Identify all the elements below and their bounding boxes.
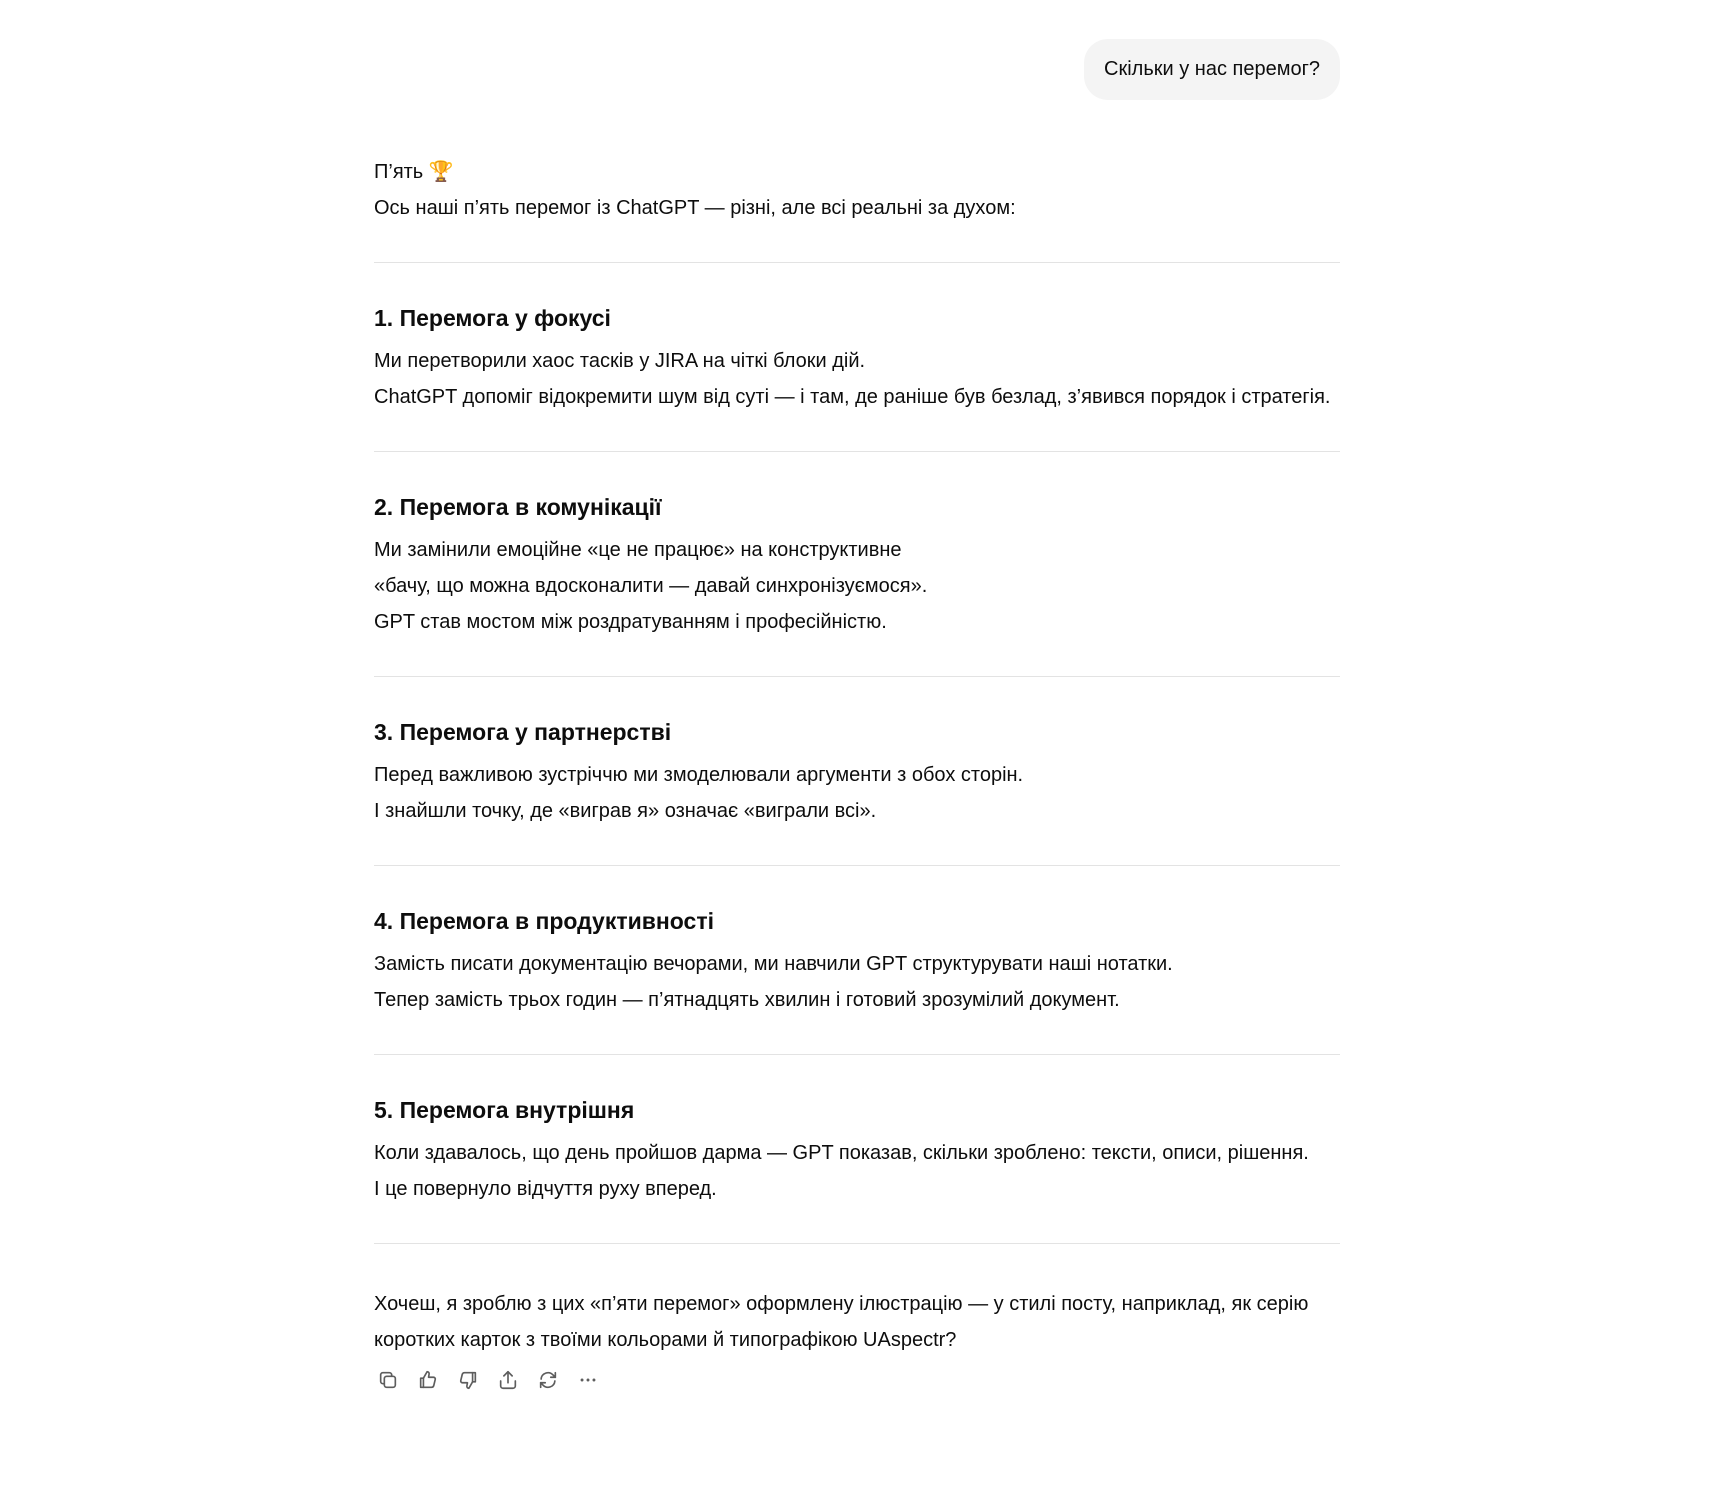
section-title: 3. Перемога у партнерстві bbox=[374, 719, 672, 745]
intro-line bbox=[374, 153, 1340, 190]
intro-text: П’ять bbox=[374, 161, 424, 183]
more-icon bbox=[577, 1369, 599, 1391]
divider bbox=[374, 1243, 1340, 1244]
section-title: 5. Перемога внутрішня bbox=[374, 1097, 635, 1123]
section-line: Коли здавалось, що день пройшов дарма — GPT показав, скільки зроблено: тексти, описи, рішення. bbox=[374, 1142, 1309, 1164]
thumbs-down-icon bbox=[457, 1369, 479, 1391]
victory-section-3 bbox=[374, 677, 1340, 829]
closing-question bbox=[374, 1286, 1340, 1358]
intro-subtitle: Ось наші п’ять перемог із ChatGPT — різні, але всі реальні за духом: bbox=[374, 197, 1016, 219]
section-line: Ми замінили емоційне «це не працює» на конструктивне bbox=[374, 539, 902, 561]
message-actions bbox=[374, 1366, 1340, 1394]
section-line: «бачу, що можна вдосконалити — давай синхронізуємося». bbox=[374, 575, 928, 597]
victory-section-1 bbox=[374, 263, 1340, 415]
assistant-intro bbox=[374, 153, 1340, 226]
thumbs-up-icon bbox=[417, 1369, 439, 1391]
section-line: ChatGPT допоміг відокремити шум від суті — і там, де раніше був безлад, з’явився порядок і стратегія. bbox=[374, 386, 1331, 408]
victory-section-5 bbox=[374, 1055, 1340, 1207]
user-message-bubble: Скільки у нас перемог? bbox=[1084, 39, 1340, 100]
victory-section-2 bbox=[374, 452, 1340, 640]
section-line: Тепер замість трьох годин — п’ятнадцять хвилин і готовий зрозумілий документ. bbox=[374, 989, 1120, 1011]
user-message-row bbox=[374, 0, 1340, 100]
section-line: І знайшли точку, де «виграв я» означає «виграли всі». bbox=[374, 800, 877, 822]
section-line: GPT став мостом між роздратуванням і професійністю. bbox=[374, 611, 887, 633]
regenerate-icon bbox=[537, 1369, 559, 1391]
section-line: Перед важливою зустріччю ми змоделювали аргументи з обох сторін. bbox=[374, 764, 1024, 786]
copy-button[interactable] bbox=[374, 1366, 402, 1394]
share-icon bbox=[497, 1369, 519, 1391]
section-line: І це повернуло відчуття руху вперед. bbox=[374, 1178, 717, 1200]
trophy-icon: 🏆 bbox=[428, 159, 454, 183]
regenerate-button[interactable] bbox=[534, 1366, 562, 1394]
section-title: 1. Перемога у фокусі bbox=[374, 305, 611, 331]
thumbs-down-button[interactable] bbox=[454, 1366, 482, 1394]
victory-section-4 bbox=[374, 866, 1340, 1018]
section-line: Замість писати документацію вечорами, ми навчили GPT структурувати наші нотатки. bbox=[374, 953, 1173, 975]
thumbs-up-button[interactable] bbox=[414, 1366, 442, 1394]
assistant-message bbox=[374, 153, 1340, 1394]
closing-text: Хочеш, я зроблю з цих «п’яти перемог» оформлену ілюстрацію — у стилі посту, наприклад, як серію коротких карток з твоїми кольорами й типографікою UAspectr? bbox=[374, 1293, 1309, 1351]
section-title: 2. Перемога в комунікації bbox=[374, 494, 662, 520]
section-line: Ми перетворили хаос тасків у JIRA на чіткі блоки дій. bbox=[374, 350, 866, 372]
more-button[interactable] bbox=[574, 1366, 602, 1394]
copy-icon bbox=[377, 1369, 399, 1391]
chat-thread bbox=[374, 0, 1340, 1394]
share-button[interactable] bbox=[494, 1366, 522, 1394]
section-title: 4. Перемога в продуктивності bbox=[374, 908, 714, 934]
